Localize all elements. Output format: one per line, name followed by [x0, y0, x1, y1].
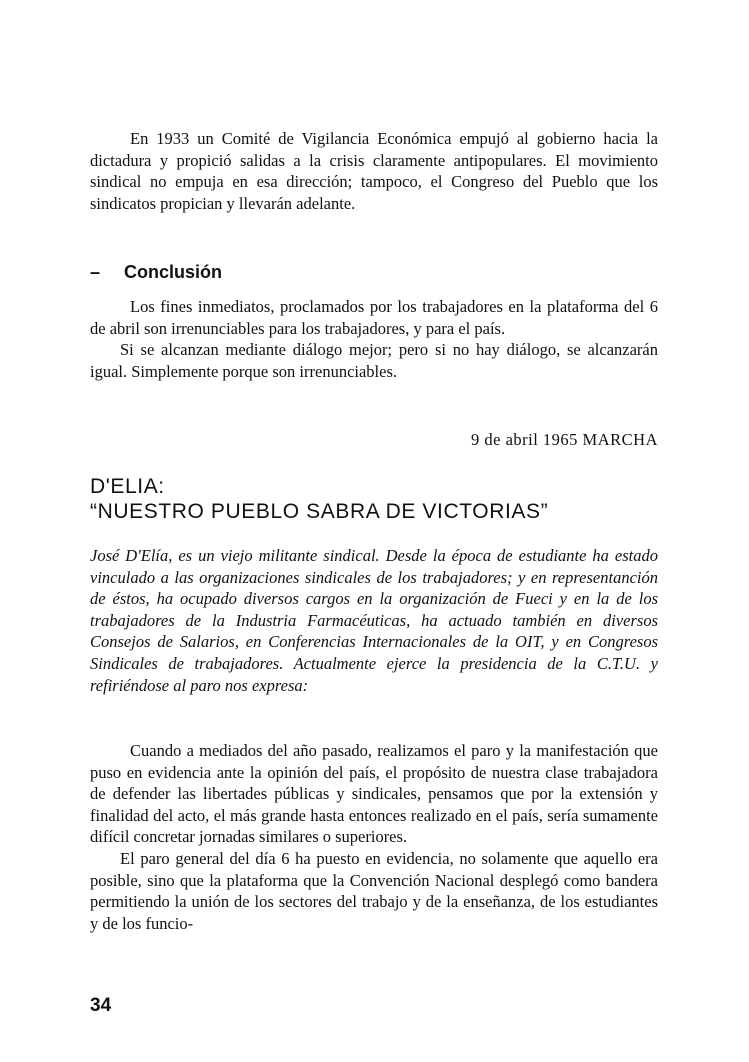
section-heading-label: Conclusión [124, 262, 222, 282]
article-intro: José D'Elía, es un viejo militante sindical. Desde la época de estudiante ha estado vinculado a las organizaciones sindicales de los trabajadores; y en representanción de éstos, ha ocupado diversos cargos en la organización de Fueci y en la de los trabajadores de la Industria Farmacéuticas, ha actuado también en diversos Consejos de Salarios, en Conferencias Internacionales de la OIT, y en Congresos Sindicales de trabajadores. Actualmente ejerce la presidencia de la C.T.U. y refiriéndose al paro nos expresa: [90, 546, 658, 695]
section-heading-conclusion [90, 262, 658, 283]
paragraph-dialogo: Si se alcanzan mediante diálogo mejor; pero si no hay diálogo, se alcanzarán igual. Simplemente porque son irrenunciables. [90, 340, 658, 381]
article-intro-block [90, 545, 658, 696]
paragraph-paro-general: El paro general del día 6 ha puesto en evidencia, no solamente que aquello era posible, sino que la plataforma que la Convención Nacional desplegó como bandera permitiendo la unión de los sectores del trabajo y de la enseñanza, de los estudiantes y de los funcio- [90, 848, 658, 933]
article-title-line-1: D'ELIA: [90, 475, 165, 498]
paragraph-paro-pasado: Cuando a mediados del año pasado, realizamos el paro y la manifestación que puso en evidencia ante la opinión del país, el propósito de nuestra clase trabajadora de defender las libertades públicas y sindicales, pensamos que por la extensión y finalidad del acto, el más grande hasta entonces realizado en el país, sería sumamente difícil concretar jornadas similares o superiores. [90, 741, 658, 847]
paragraph-1933: En 1933 un Comité de Vigilancia Económica empujó al gobierno hacia la dictadura y propició salidas a la crisis claramente antipopulares. El movimiento sindical no empuja en esa dirección; tampoco, el Congreso del Pueblo que los sindicatos propician y llevarán adelante. [90, 129, 658, 213]
conclusion-body [90, 296, 658, 382]
article-title-block [90, 474, 658, 524]
text-block-1933 [90, 128, 658, 214]
dateline-block [90, 430, 658, 450]
conclusion-section [90, 262, 658, 283]
heading-dash: – [90, 262, 101, 282]
paragraph-fines: Los fines inmediatos, proclamados por los trabajadores en la plataforma del 6 de abril son irrenunciables para los trabajadores, y para el país. [90, 297, 658, 338]
article-body [90, 740, 658, 934]
page-number: 34 [90, 995, 112, 1016]
article-title-line-2: “NUESTRO PUEBLO SABRA DE VICTORIAS” [90, 500, 549, 523]
dateline: 9 de abril 1965 MARCHA [471, 430, 658, 449]
